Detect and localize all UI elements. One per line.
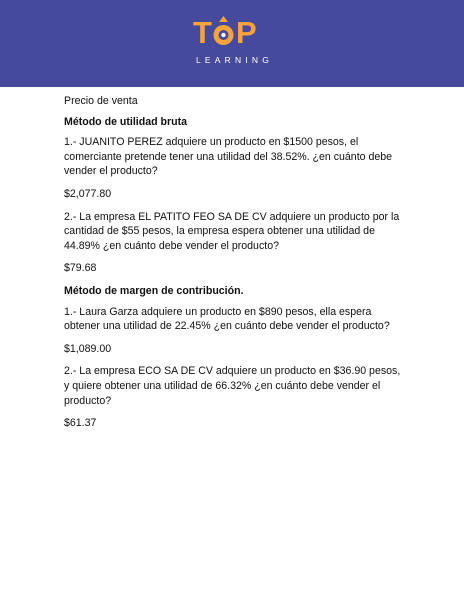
answer-2-2: $61.37 bbox=[64, 417, 97, 430]
logo-letter-p: P bbox=[235, 15, 256, 50]
answer-1-2: $79.68 bbox=[64, 262, 97, 275]
top-learning-logo bbox=[193, 17, 273, 69]
doc-intro: Precio de venta bbox=[64, 95, 138, 107]
header-band bbox=[0, 0, 464, 87]
document-body bbox=[64, 94, 404, 439]
logo-o-icon bbox=[212, 20, 235, 48]
answer-2-1: $1,089.00 bbox=[64, 342, 112, 355]
logo-subtitle: LEARNING bbox=[196, 55, 274, 65]
question-1-2: 2.- La empresa EL PATITO FEO SA DE CV adquiere un producto por la cantidad de $55 pesos, la empresa espera obtener una utilidad de 44.89% ¿en cuánto debe vender el producto? bbox=[64, 210, 400, 252]
logo-wordmark bbox=[193, 17, 256, 48]
logo-letter-t: T bbox=[193, 15, 211, 50]
question-2-1: 1.- Laura Garza adquiere un producto en $890 pesos, ella espera obtener una utilidad de 22.45% ¿en cuánto debe vender el producto? bbox=[64, 305, 390, 333]
answer-1-1: $2,077.80 bbox=[64, 187, 112, 200]
question-2-2: 2.- La empresa ECO SA DE CV adquiere un producto en $36.90 pesos, y quiere obtener una utilidad de 66.32% ¿en cuánto debe vender el producto? bbox=[64, 365, 401, 407]
section-title-utilidad-bruta: Método de utilidad bruta bbox=[64, 115, 187, 128]
section-title-margen-contribucion: Método de margen de contribución. bbox=[64, 284, 244, 297]
question-1-1: 1.- JUANITO PEREZ adquiere un producto en $1500 pesos, el comerciante pretende tener una utilidad del 38.52%. ¿en cuánto debe vender el producto? bbox=[64, 136, 393, 178]
